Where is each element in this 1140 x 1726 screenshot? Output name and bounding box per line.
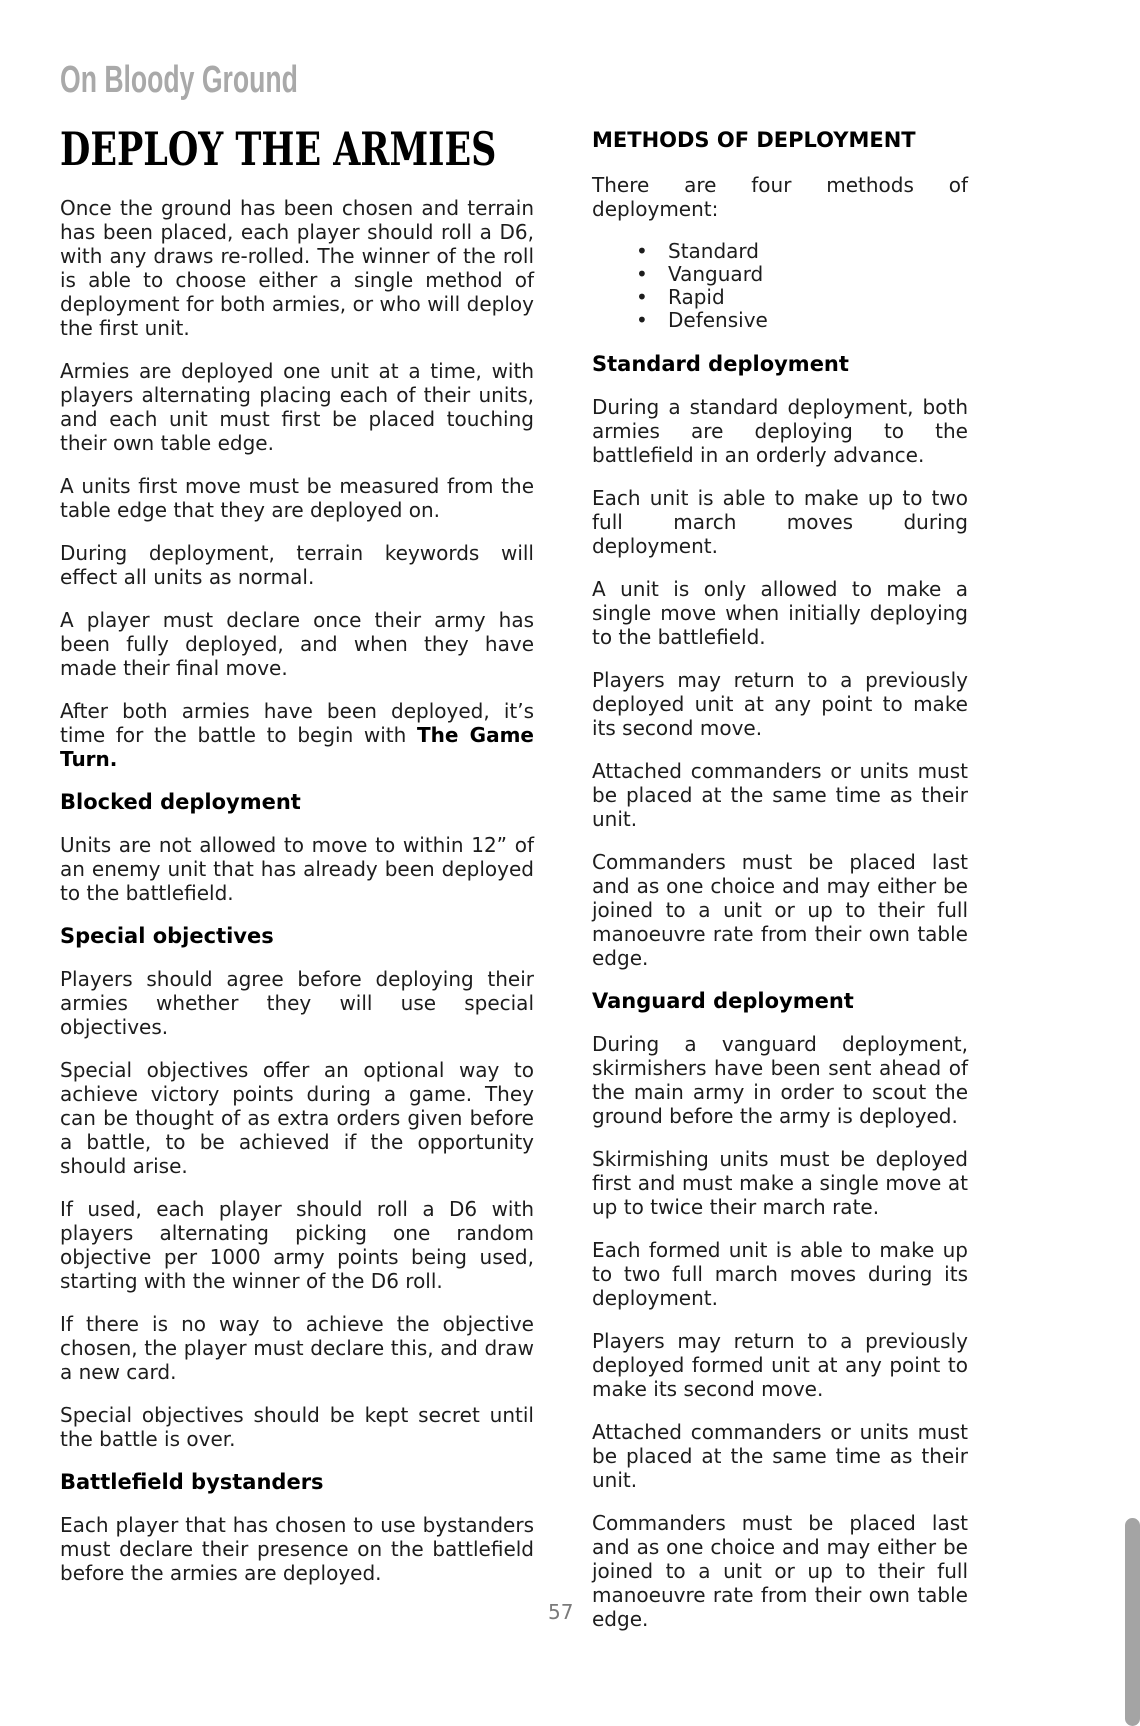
paragraph: During a vanguard deployment, skirmishers have been sent ahead of the main army in order to scout the ground before the army is deployed. bbox=[592, 1032, 968, 1128]
paragraph bbox=[60, 699, 534, 771]
paragraph: Players should agree before deploying their armies whether they will use special objectives. bbox=[60, 967, 534, 1039]
section-heading-methods-of-deployment: METHODS OF DEPLOYMENT bbox=[592, 128, 916, 152]
list-item: • Defensive bbox=[592, 309, 968, 332]
paragraph: If there is no way to achieve the objective chosen, the player must declare this, and draw a new card. bbox=[60, 1312, 534, 1384]
paragraph: Each formed unit is able to make up to two full march moves during its deployment. bbox=[592, 1238, 968, 1310]
paragraph: Each player that has chosen to use bystanders must declare their presence on the battlefield before the armies are deployed. bbox=[60, 1513, 534, 1585]
page-title: DEPLOY THE ARMIES bbox=[60, 122, 497, 176]
paragraph: Attached commanders or units must be placed at the same time as their unit. bbox=[592, 1420, 968, 1492]
section-heading-vanguard-deployment: Vanguard deployment bbox=[592, 989, 854, 1013]
paragraph: Commanders must be placed last and as one choice and may either be joined to a unit or up to their full manoeuvre rate from their own table edge. bbox=[592, 850, 968, 970]
paragraph: Skirmishing units must be deployed first and must make a single move at up to twice their march rate. bbox=[592, 1147, 968, 1219]
scrollbar bbox=[1125, 0, 1140, 1726]
list-item: • Vanguard bbox=[592, 263, 968, 286]
paragraph: Units are not allowed to move to within 12” of an enemy unit that has already been deployed to the battlefield. bbox=[60, 833, 534, 905]
paragraph: There are four methods of deployment: bbox=[592, 173, 968, 221]
section-heading-special-objectives: Special objectives bbox=[60, 924, 274, 948]
paragraph: Once the ground has been chosen and terrain has been placed, each player should roll a D6, with any draws re-rolled. The winner of the roll is able to choose either a single method of deployment for both armies, or who will deploy the first unit. bbox=[60, 196, 534, 340]
list-item: • Standard bbox=[592, 240, 968, 263]
paragraph: A units first move must be measured from the table edge that they are deployed on. bbox=[60, 474, 534, 522]
section-heading-blocked-deployment: Blocked deployment bbox=[60, 790, 301, 814]
right-column bbox=[592, 128, 968, 1650]
paragraph: During deployment, terrain keywords will effect all units as normal. bbox=[60, 541, 534, 589]
left-column bbox=[60, 124, 534, 1604]
paragraph: Each unit is able to make up to two full march moves during deployment. bbox=[592, 486, 968, 558]
section-heading-battlefield-bystanders: Battlefield bystanders bbox=[60, 1470, 324, 1494]
running-header: On Bloody Ground bbox=[60, 59, 298, 101]
paragraph: Special objectives offer an optional way to achieve victory points during a game. They can be thought of as extra orders given before a battle, to be achieved if the opportunity should arise. bbox=[60, 1058, 534, 1178]
paragraph: A unit is only allowed to make a single move when initially deploying to the battlefield. bbox=[592, 577, 968, 649]
paragraph: Commanders must be placed last and as one choice and may either be joined to a unit or up to their full manoeuvre rate from their own table edge. bbox=[592, 1511, 968, 1631]
paragraph: Players may return to a previously deployed formed unit at any point to make its second move. bbox=[592, 1329, 968, 1401]
paragraph: During a standard deployment, both armies are deploying to the battlefield in an orderly advance. bbox=[592, 395, 968, 467]
paragraph-text: After both armies have been deployed, it’s time for the battle to begin with bbox=[60, 699, 534, 747]
paragraph: If used, each player should roll a D6 with players alternating picking one random objective per 1000 army points being used, starting with the winner of the D6 roll. bbox=[60, 1197, 534, 1293]
paragraph: A player must declare once their army has been fully deployed, and when they have made their final move. bbox=[60, 608, 534, 680]
paragraph: Armies are deployed one unit at a time, with players alternating placing each of their units, and each unit must first be placed touching their own table edge. bbox=[60, 359, 534, 455]
paragraph: Attached commanders or units must be placed at the same time as their unit. bbox=[592, 759, 968, 831]
paragraph: Players may return to a previously deployed unit at any point to make its second move. bbox=[592, 668, 968, 740]
paragraph: Special objectives should be kept secret until the battle is over. bbox=[60, 1403, 534, 1451]
scrollbar-thumb[interactable] bbox=[1125, 1518, 1140, 1726]
deployment-methods-list bbox=[592, 240, 968, 332]
section-heading-standard-deployment: Standard deployment bbox=[592, 352, 849, 376]
page-number: 57 bbox=[548, 1600, 574, 1624]
bold-reference: The Game Turn. bbox=[60, 723, 534, 771]
list-item: • Rapid bbox=[592, 286, 968, 309]
